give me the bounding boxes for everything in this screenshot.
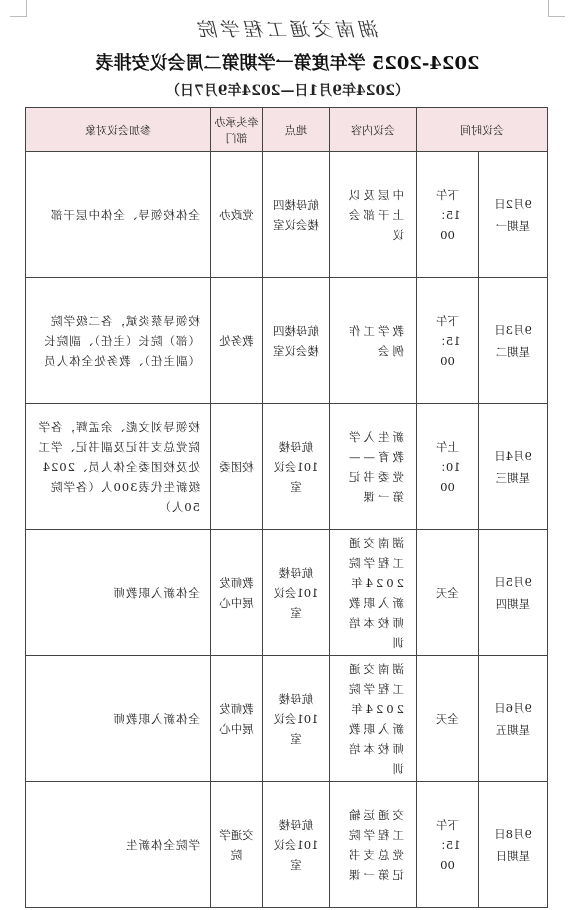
table-row: [26, 278, 548, 404]
table-row: [26, 404, 548, 530]
cell-location: 航母楼四楼会议室: [263, 278, 330, 404]
cell-location: 航母楼101会议室: [263, 530, 330, 656]
cell-attendees: 全体新入职教师: [26, 656, 211, 782]
cell-period: 下午15：00: [417, 278, 479, 404]
cell-location: 航母楼101会议室: [263, 656, 330, 782]
cell-dept: 校团委: [211, 404, 263, 530]
col-header-time: 会议时间: [417, 108, 548, 152]
cell-content: 中层及以上干部会议: [330, 152, 417, 278]
col-header-location: 地点: [263, 108, 330, 152]
document-title: 2024-2025 学年度第一学期第二周会议安排表: [95, 53, 480, 74]
cell-attendees: 校领导刘文彪、余孟辉，各学院党总支书记及副书记、学工处及校团委全体人员、2024级新生代表300人（各学院50人）: [26, 404, 211, 530]
cell-period: 上午10：00: [417, 404, 479, 530]
cell-date: 9月4日 星期三: [479, 404, 548, 530]
cell-period: 下午15：00: [417, 782, 479, 908]
cell-period: 全天: [417, 530, 479, 656]
cell-attendees: 学院全体新生: [26, 782, 211, 908]
cell-content: 交通运输工程学院党总支书记第一课: [330, 782, 417, 908]
cell-dept: 教务处: [211, 278, 263, 404]
cell-content: 教学工作例会: [330, 278, 417, 404]
cell-content: 湖南交通工程学院2024年新入职教师校本培训: [330, 530, 417, 656]
school-name: 湖南交通工程学院: [195, 19, 380, 41]
col-header-attendees: 参加会议对象: [26, 108, 211, 152]
cell-date: 9月2日 星期一: [479, 152, 548, 278]
cell-location: 航母楼101会议室: [263, 782, 330, 908]
cell-attendees: 全体校领导、全体中层干部: [26, 152, 211, 278]
table-row: [26, 656, 548, 782]
cell-content: 湖南交通工程学院2024年新入职教师校本培训: [330, 656, 417, 782]
table-header-row: [26, 108, 548, 152]
cell-location: 航母楼101会议室: [263, 404, 330, 530]
cell-date: 9月6日 星期五: [479, 656, 548, 782]
cell-period: 全天: [417, 656, 479, 782]
cell-dept: 交通学院: [211, 782, 263, 908]
cell-dept: 教师发展中心: [211, 656, 263, 782]
cell-content: 新生入学教育——党委书记第一课: [330, 404, 417, 530]
col-header-dept: 牵头承办部门: [211, 108, 263, 152]
meeting-schedule-table: [25, 107, 548, 908]
cell-date: 9月5日 星期四: [479, 530, 548, 656]
date-range: （2024年9月1日—2024年9月7日）: [166, 83, 409, 99]
table-row: [26, 782, 548, 908]
cell-attendees: 全体新入职教师: [26, 530, 211, 656]
cell-dept: 党政办: [211, 152, 263, 278]
cell-dept: 教师发展中心: [211, 530, 263, 656]
cell-date: 9月3日 星期二: [479, 278, 548, 404]
col-header-content: 会议内容: [330, 108, 417, 152]
table-row: [26, 530, 548, 656]
table-row: [26, 152, 548, 278]
cell-location: 航母楼四楼会议室: [263, 152, 330, 278]
cell-attendees: 校领导蔡炎斌，各二级学院（部）院长（主任）、副院长（副主任）、教务处全体人员: [26, 278, 211, 404]
cell-date: 9月8日 星期日: [479, 782, 548, 908]
cell-period: 下午15：00: [417, 152, 479, 278]
